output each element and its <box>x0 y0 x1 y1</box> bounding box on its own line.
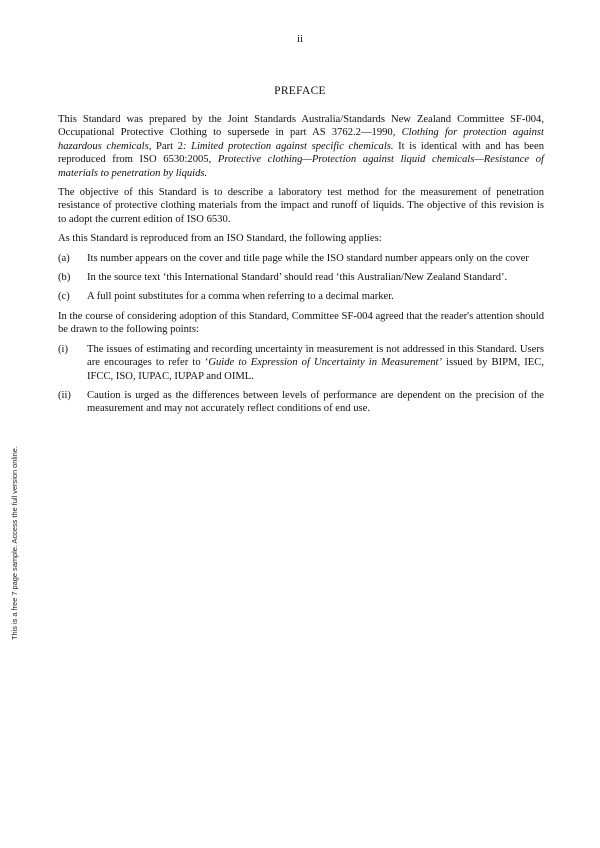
para1-text-e: It is identical with and has been reproduced from ISO 6530:2005, <box>58 140 544 166</box>
list-item-text <box>87 343 544 383</box>
list-item-label: (a) <box>58 252 70 264</box>
list-item <box>58 343 544 383</box>
list-item <box>58 252 544 265</box>
list-item-text: Caution is urged as the differences between levels of performance are dependent on the precision of the measurement and may not accurately reflect conditions of end use. <box>87 389 544 415</box>
para1-text-c: Part 2 <box>151 140 183 152</box>
page-number: ii <box>296 33 304 45</box>
page-title: PREFACE <box>274 85 326 97</box>
preface-body <box>58 113 544 422</box>
sample-watermark-note: This is a free 7 page sample. Access the full version online. <box>10 446 19 640</box>
para1-title-italic: Clothing for protection against hazardous chemicals, <box>58 127 544 152</box>
paragraph-applies: As this Standard is reproduced from an ISO Standard, the following applies: <box>58 233 382 245</box>
list-item-label: (c) <box>58 291 70 303</box>
list-item-text: A full point substitutes for a comma when referring to a decimal marker. <box>87 291 394 303</box>
paragraph-attention: In the course of considering adoption of this Standard, Committee SF-004 agreed that the reader's attention should be drawn to the following points: <box>58 310 544 336</box>
list-item-text: Its number appears on the cover and title page while the ISO standard number appears only on the cover <box>87 252 529 264</box>
list-item-text-a: The issues of estimating and recording uncertainty in measurement is not addressed in this Standard. Users are encourages to refer to ‘ <box>87 343 544 369</box>
para1-part-italic: : Limited protection against specific chemicals. <box>182 140 394 152</box>
list-item-label: (ii) <box>58 389 71 401</box>
paragraph-objective: The objective of this Standard is to describe a laboratory test method for the measurement of penetration resistance of protective clothing materials from the impact and runoff of liquids. The objective of this revision is to adopt the current edition of ISO 6530. <box>58 187 544 225</box>
list-item <box>58 290 544 303</box>
list-item-text: In the source text ‘this International Standard’ should read ‘this Australian/New Zealand Standard’. <box>87 272 508 284</box>
list-item-label: (i) <box>58 343 68 355</box>
paragraph-committee <box>58 113 544 180</box>
list-item-text-c: issued by BIPM, IEC, IFCC, ISO, IUPAC, IUPAP and OIML. <box>87 357 544 382</box>
list-item-label: (b) <box>58 272 71 284</box>
list-item <box>58 389 544 416</box>
para1-text-a: This Standard was prepared by the Joint Standards Australia/Standards New Zealand Committee SF-004, Occupational Protective Clothing to supersede in part AS 3762.2—1990, <box>58 114 544 139</box>
list-item <box>58 271 544 284</box>
para1-iso-title-italic: Protective clothing—Protection against liquid chemicals—Resistance of materials to penetration by liquids. <box>58 154 544 179</box>
guide-title-italic: Guide to Expression of Uncertainty in Measurement’ <box>208 357 442 369</box>
